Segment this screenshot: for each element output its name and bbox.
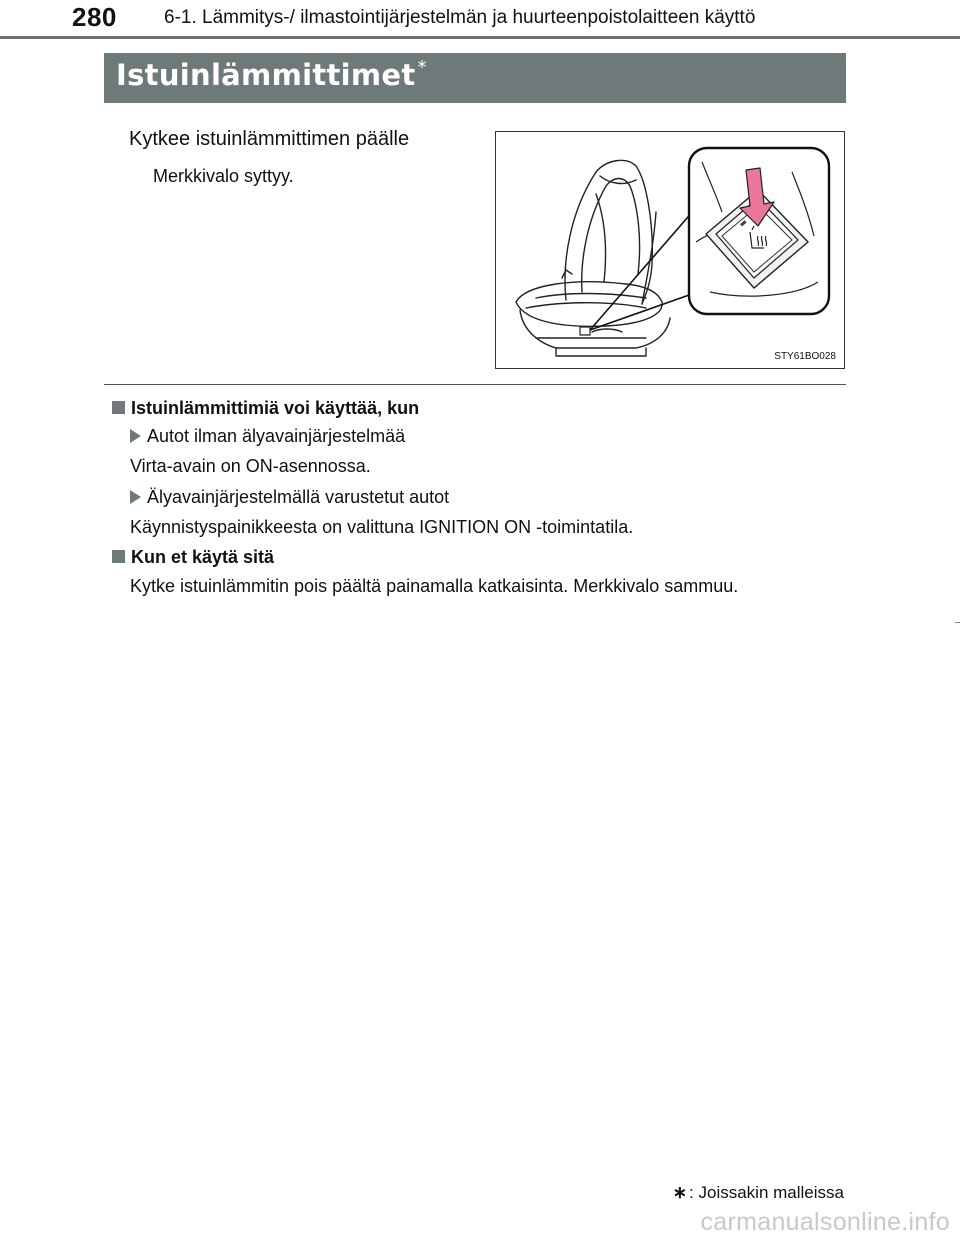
chapter-title: 6-1. Lämmitys-/ ilmastointijärjestelmän ja huurteenpoistolaitteen käyttö <box>164 7 756 28</box>
note-heading-usage <box>112 398 419 419</box>
note-heading-when-not-used <box>112 547 274 568</box>
seat-heater-illustration <box>495 131 845 369</box>
body-text-engine-switch: Käynnistyspainikkeesta on valittuna IGNITION ON -toimintatila. <box>130 517 634 537</box>
note-heading-text: Istuinlämmittimiä voi käyttää, kun <box>131 398 420 418</box>
edge-mark <box>955 622 960 623</box>
note-heading-text: Kun et käytä sitä <box>131 547 275 567</box>
zoom-inset <box>689 148 829 314</box>
footnote-text: : Joissakin malleissa <box>689 1183 844 1202</box>
step-instruction: Kytkee istuinlämmittimen päälle <box>129 128 410 150</box>
footnote <box>673 1183 844 1203</box>
body-text-ignition-on: Virta-avain on ON-asennossa. <box>130 456 371 476</box>
watermark: carmanualsonline.info <box>700 1208 950 1236</box>
square-bullet-icon <box>112 550 125 563</box>
square-bullet-icon <box>112 401 125 414</box>
bullet-without-smart-key <box>130 426 405 447</box>
section-title <box>116 58 427 92</box>
page-header <box>0 0 960 42</box>
section-asterisk: * <box>417 57 427 78</box>
figure-code: STY61BO028 <box>774 351 836 362</box>
bullet-with-smart-key <box>130 487 449 508</box>
illustration-drawing <box>496 132 846 370</box>
footnote-star: ∗ <box>672 1183 688 1202</box>
section-divider <box>104 384 846 385</box>
step-result: Merkkivalo syttyy. <box>153 166 294 186</box>
section-banner <box>104 53 846 103</box>
triangle-bullet-icon <box>130 429 141 443</box>
triangle-bullet-icon <box>130 490 141 504</box>
header-rule <box>0 36 960 39</box>
bullet-text: Älyavainjärjestelmällä varustetut autot <box>147 487 450 507</box>
section-title-text: Istuinlämmittimet <box>116 58 416 92</box>
page-number: 280 <box>72 2 117 32</box>
body-text-turn-off: Kytke istuinlämmitin pois päältä painamalla katkaisinta. Merkkivalo sammuu. <box>130 576 739 596</box>
bullet-text: Autot ilman älyavainjärjestelmää <box>147 426 406 446</box>
